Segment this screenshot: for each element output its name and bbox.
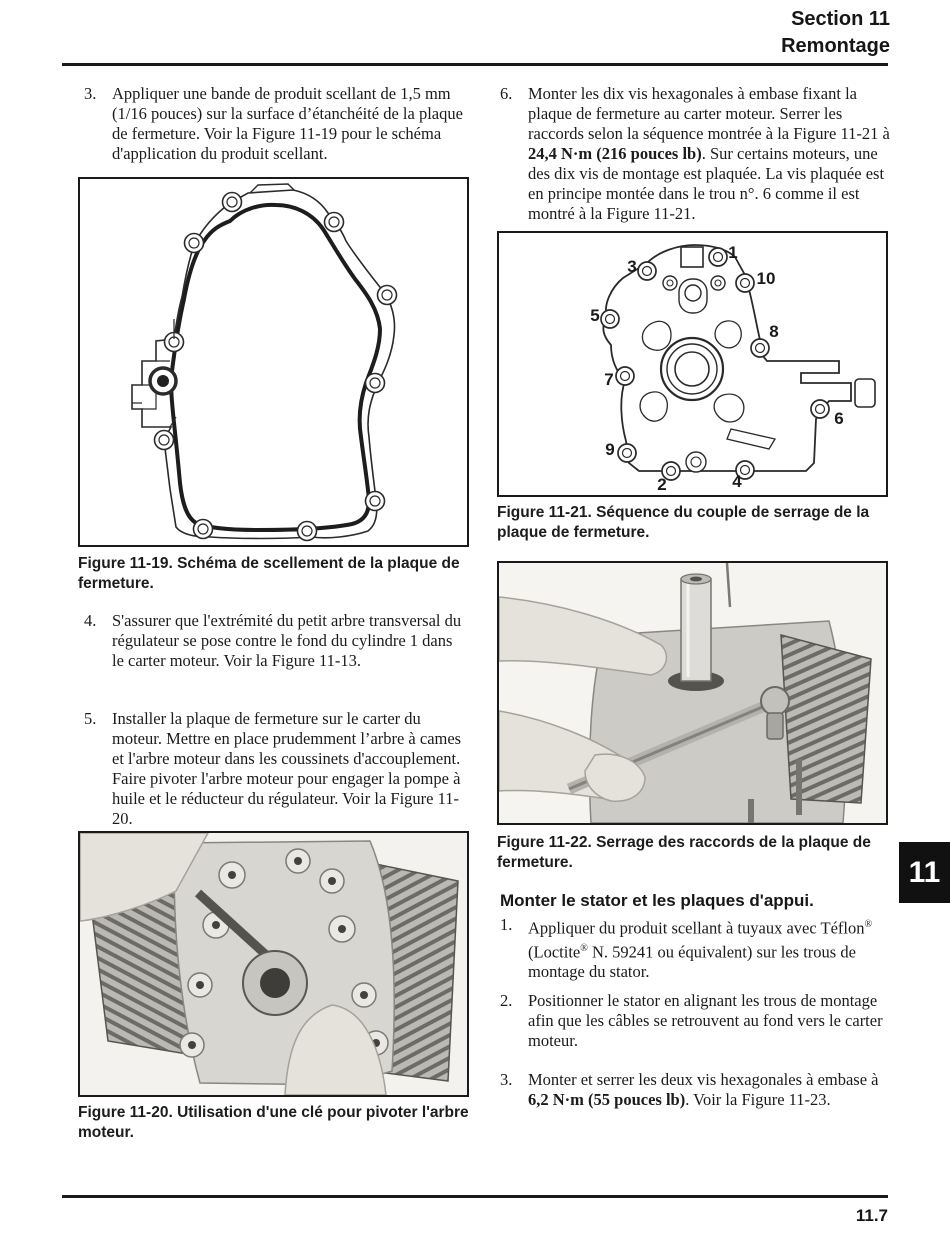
stator-section-heading: Monter le stator et les plaques d'appui. [500,891,814,910]
step-text: Appliquer une bande de produit scellant de 1,5 mm (1/16 pouces) sur la surface d’étanchéité de la plaque de fermeture. Voir la Figure 11-19 pour le schéma d'application du produit scellant. [112,84,463,163]
section-title-line2: Remontage [781,35,890,57]
step-number: 3. [84,84,97,103]
step-number: 6. [500,84,513,103]
registered-mark: ® [580,942,588,954]
stator-step-2 [500,991,890,1051]
step-text: S'assurer que l'extrémité du petit arbre transversal du régulateur se pose contre le fond du cylindre 1 dans le carter moteur. Voir la Figure 11-13. [112,611,462,670]
chapter-tab [899,842,950,903]
step-number: 4. [84,611,97,630]
section-title-line1: Section 11 [791,8,890,30]
step-3 [84,84,468,164]
svg-text:5: 5 [590,306,600,325]
step-text: Appliquer du produit scellant à tuyaux avec Téflon® (Loctite® N. 59241 ou équivalent) sur les trous de montage du stator. [528,918,873,981]
svg-text:6: 6 [834,409,844,428]
step-number: 3. [500,1070,513,1089]
gasket-sealant-diagram [80,179,467,545]
step-5 [84,709,468,829]
torque-sequence-diagram [499,233,886,495]
figure-11-21 [497,231,888,497]
figure-11-22-caption: Figure 11-22. Serrage des raccords de la plaque de fermeture. [497,834,871,871]
step-text: Monter les dix vis hexagonales à embase fixant la plaque de fermeture au carter moteur. Serrer les raccords selon la séquence montrée à la Figure 11-21 à 24,4 N·m (216 pouces lb). Sur certains moteurs, une des dix vis de montage est plaquée. La vis plaquée est en principe montée dans le trou n°. 6 comme il est montré à la Figure 11-21. [528,84,890,223]
step-number: 5. [84,709,97,728]
step-number: 2. [500,991,513,1010]
registered-mark: ® [864,919,873,930]
step-text: Monter et serrer les deux vis hexagonales à embase à 6,2 N·m (55 pouces lb). Voir la Figure 11-23. [528,1070,879,1109]
step-text: Positionner le stator en alignant les trous de montage afin que les câbles se retrouvent au fond vers le carter moteur. [528,991,883,1050]
header-rule [62,63,888,66]
figure-11-19-caption: Figure 11-19. Schéma de scellement de la plaque de fermeture. [78,555,460,592]
svg-text:4: 4 [732,472,742,491]
svg-text:10: 10 [756,269,776,288]
svg-text:3: 3 [627,257,637,276]
chapter-tab-label: 11 [908,855,941,889]
engine-wrench-photo [80,833,467,1095]
figure-11-20 [78,831,469,1097]
stator-step-1 [500,915,890,982]
torque-value: 6,2 N·m (55 pouces lb) [528,1090,686,1109]
torque-value: 24,4 N·m (216 pouces lb) [528,144,702,163]
figure-11-21-caption: Figure 11-21. Séquence du couple de serrage de la plaque de fermeture. [497,504,870,541]
step-4 [84,611,468,671]
svg-text:8: 8 [769,322,779,341]
footer-rule [62,1195,888,1198]
cylinder-fins [781,635,871,803]
figure-11-19 [78,177,469,547]
svg-text:9: 9 [605,440,615,459]
section-header [781,6,890,60]
step-6 [500,84,890,224]
svg-text:2: 2 [657,475,667,494]
figure-11-22 [497,561,888,825]
torque-wrench-photo [499,563,886,823]
figure-11-20-caption: Figure 11-20. Utilisation d'une clé pour pivoter l'arbre moteur. [78,1104,469,1141]
svg-text:7: 7 [604,370,614,389]
step-number: 1. [500,915,513,934]
page-number: 11.7 [855,1206,888,1225]
step-text: Installer la plaque de fermeture sur le carter du moteur. Mettre en place prudemment l’arbre à cames et l'arbre moteur dans les coussinets d'accouplement. Faire pivoter l'arbre moteur pour engager la pompe à huile et le réducteur du régulateur. Voir la Figure 11-20. [112,709,462,828]
oil-fitting [855,379,875,407]
stator-step-3 [500,1070,890,1110]
svg-text:1: 1 [728,243,738,262]
